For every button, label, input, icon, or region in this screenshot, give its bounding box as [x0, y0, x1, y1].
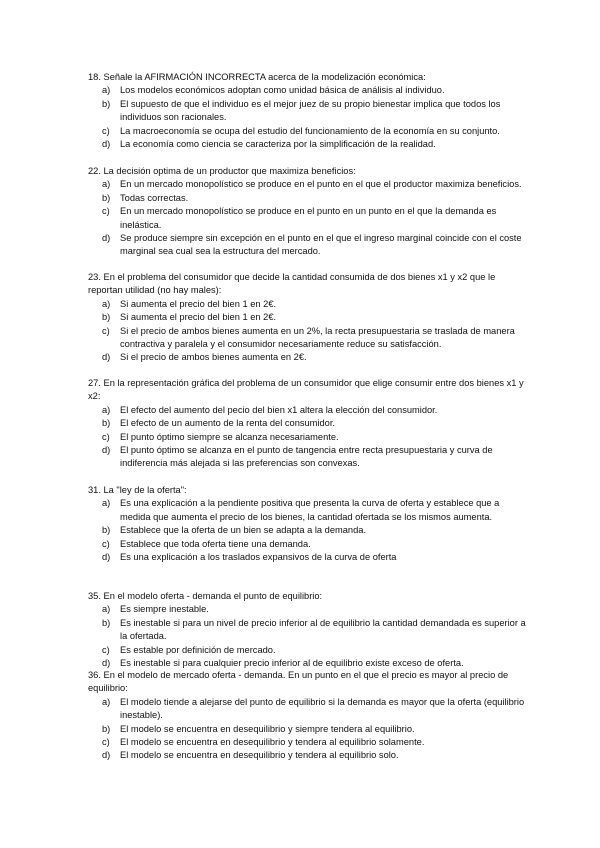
answer-option-c — [88, 736, 528, 749]
question-stem: 27. En la representación gráfica del problema de un consumidor que elige consumir entre dos bienes x1 y x2: — [88, 378, 524, 402]
answer-option-b — [88, 524, 528, 537]
question-23 — [88, 271, 528, 365]
answer-option-d — [88, 232, 528, 259]
option-text: En un mercado monopolístico se produce en el punto en el que el productor maximiza beneficios. — [120, 179, 522, 190]
option-letter: b) — [102, 98, 111, 109]
option-letter: d) — [102, 658, 111, 669]
option-text: En un mercado monopolístico se produce en el punto en un punto en el que la demanda es inelástica. — [120, 206, 497, 230]
option-text: El supuesto de que el individuo es el mejor juez de su propio bienestar implica que todos los individuos son racionales. — [120, 98, 501, 123]
option-letter: b) — [102, 192, 111, 203]
option-letter: d) — [102, 750, 111, 761]
answer-option-a — [88, 603, 528, 616]
question-stem: 36. En el modelo de mercado oferta - demanda. En un punto en el que el precio es mayor al precio de equilibrio: — [88, 670, 509, 694]
answer-option-c — [88, 431, 528, 444]
option-text: Si aumenta el precio del bien 1 en 2€. — [120, 312, 277, 323]
option-text: Si el precio de ambos bienes aumenta en un 2%, la recta presupuestaria se traslada de manera contractiva y paralela y el consumidor necesariamente reduce su satisfacción. — [120, 325, 515, 350]
question-35 — [88, 590, 528, 670]
answer-option-c — [88, 644, 528, 657]
option-letter: c) — [102, 737, 110, 748]
option-letter: d) — [102, 552, 111, 563]
option-text: La macroeconomía se ocupa del estudio del funcionamiento de la economía en su conjunto. — [120, 125, 500, 136]
question-stem: 31. La "ley de la oferta": — [88, 485, 187, 495]
option-letter: c) — [102, 431, 110, 442]
option-letter: d) — [102, 352, 111, 363]
option-text: El efecto de un aumento de la renta del consumidor. — [120, 418, 335, 429]
option-letter: d) — [102, 233, 111, 244]
option-text: Es estable por definición de mercado. — [120, 644, 276, 655]
option-letter: c) — [102, 538, 110, 549]
option-text: El modelo se encuentra en desequilibrio y tendera al equilibrio solamente. — [120, 737, 425, 748]
option-text: Es inestable si para cualquier precio inferior al de equilibrio existe exceso de oferta. — [120, 658, 464, 669]
option-letter: b) — [102, 418, 111, 429]
question-stem: 23. En el problema del consumidor que decide la cantidad consumida de dos bienes x1 y x2 que le reportan utilidad (no hay males): — [88, 272, 496, 296]
option-letter: c) — [102, 125, 110, 136]
answer-option-b — [88, 617, 528, 644]
option-letter: c) — [102, 644, 110, 655]
answer-option-c — [88, 325, 528, 352]
question-31 — [88, 484, 528, 564]
answer-option-d — [88, 551, 528, 564]
option-text: Si aumenta el precio del bien 1 en 2€. — [120, 298, 277, 309]
option-letter: c) — [102, 325, 110, 336]
option-text: Se produce siempre sin excepción en el punto en el que el ingreso marginal coincide con el coste marginal sea cual sea la estructura del mercado. — [120, 233, 522, 257]
answer-option-a — [88, 84, 528, 97]
option-letter: b) — [102, 723, 111, 734]
option-text: El modelo tiende a alejarse del punto de equilibrio si la demanda es mayor que la oferta (equilibrio inestable). — [120, 696, 525, 721]
option-letter: a) — [102, 179, 111, 190]
option-text: Si el precio de ambos bienes aumenta en 2€. — [120, 352, 307, 363]
option-letter: b) — [102, 312, 111, 323]
option-letter: a) — [102, 498, 111, 509]
option-text: Todas correctas. — [120, 192, 189, 203]
option-text: La economía como ciencia se caracteriza por la simplificación de la realidad. — [120, 139, 436, 150]
question-stem: 18. Señale la AFIRMACIÓN INCORRECTA acerca de la modelización económica: — [88, 72, 426, 82]
option-text: El efecto del aumento del pecio del bien x1 altera la elección del consumidor. — [120, 404, 438, 415]
answer-option-b — [88, 98, 528, 125]
question-22 — [88, 165, 528, 259]
answer-option-b — [88, 192, 528, 205]
option-letter: d) — [102, 445, 111, 456]
option-letter: a) — [102, 696, 111, 707]
option-text: Establece que la oferta de un bien se adapta a la demanda. — [120, 525, 367, 536]
option-text: Establece que toda oferta tiene una demanda. — [120, 538, 311, 549]
answer-option-a — [88, 178, 528, 191]
answer-option-b — [88, 723, 528, 736]
option-text: El punto óptimo se alcanza en el punto de tangencia entre recta presupuestaria y curva de indiferencia más alejada si las preferencias son convexas. — [120, 445, 493, 469]
option-text: Es una explicación a los traslados expansivos de la curva de oferta — [120, 552, 397, 563]
answer-option-d — [88, 749, 528, 762]
option-letter: a) — [102, 604, 111, 615]
answer-option-a — [88, 497, 528, 524]
question-27 — [88, 377, 528, 471]
answer-option-c — [88, 125, 528, 138]
option-letter: a) — [102, 298, 111, 309]
answer-option-a — [88, 404, 528, 417]
option-text: Es una explicación a la pendiente positiva que presenta la curva de oferta y establece que a medida que aumenta el precio de los bienes, la cantidad ofertada se los mismos aumenta. — [120, 498, 500, 522]
option-text: Los modelos económicos adoptan como unidad básica de análisis al individuo. — [120, 85, 445, 96]
option-letter: a) — [102, 85, 111, 96]
answer-option-a — [88, 298, 528, 311]
option-letter: a) — [102, 404, 111, 415]
option-letter: b) — [102, 617, 111, 628]
question-stem: 22. La decisión optima de un productor que maximiza beneficios: — [88, 166, 356, 176]
answer-option-c — [88, 538, 528, 551]
option-text: El punto óptimo siempre se alcanza necesariamente. — [120, 431, 339, 442]
option-letter: d) — [102, 139, 111, 150]
option-text: Es inestable si para un nivel de precio inferior al de equilibrio la cantidad demandada es superior a la ofertada. — [120, 617, 526, 642]
answer-option-d — [88, 351, 528, 364]
answer-option-d — [88, 444, 528, 471]
option-text: Es siempre inestable. — [120, 604, 209, 615]
answer-option-a — [88, 696, 528, 723]
question-18 — [88, 71, 528, 151]
question-stem: 35. En el modelo oferta - demanda el punto de equilibrio: — [88, 591, 323, 601]
option-letter: b) — [102, 525, 111, 536]
option-letter: c) — [102, 206, 110, 217]
answer-option-b — [88, 311, 528, 324]
answer-option-d — [88, 138, 528, 151]
option-text: El modelo se encuentra en desequilibrio y siempre tendera al equilibrio. — [120, 723, 415, 734]
option-text: El modelo se encuentra en desequilibrio y tendera al equilibrio solo. — [120, 750, 399, 761]
answer-option-b — [88, 417, 528, 430]
answer-option-c — [88, 205, 528, 232]
question-36 — [88, 669, 528, 763]
